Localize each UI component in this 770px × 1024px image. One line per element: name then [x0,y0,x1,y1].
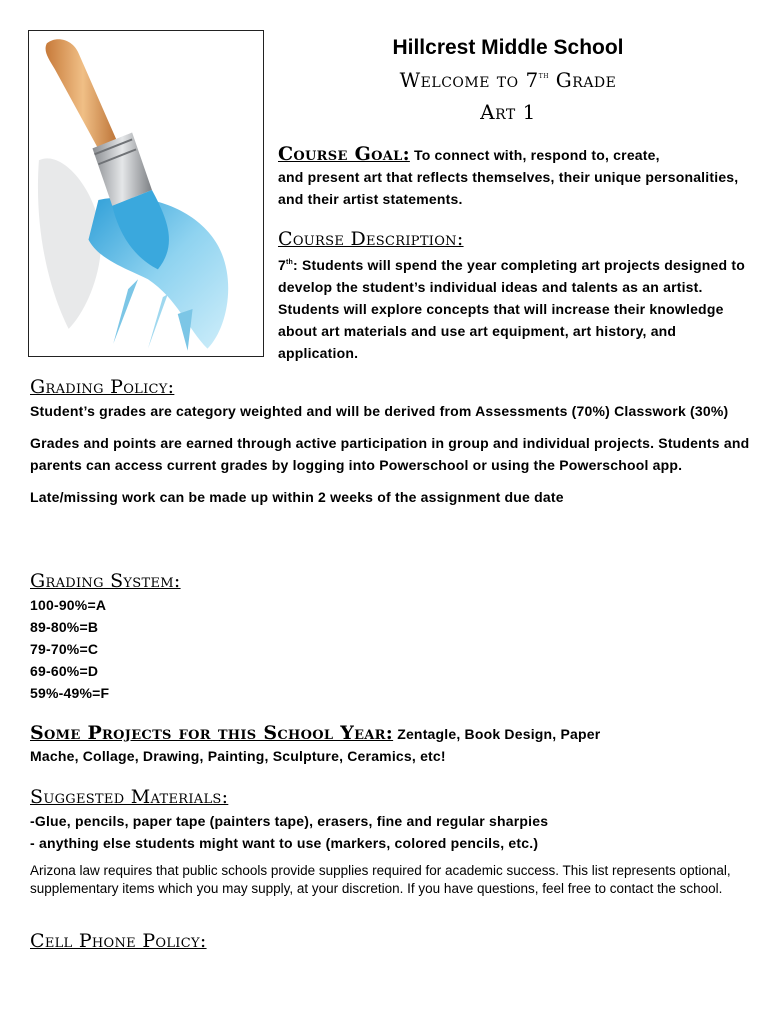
grade-scale-a: 100-90%=A [30,597,107,613]
projects-text: Mache, Collage, Drawing, Painting, Sculpture, Ceramics, etc! [30,748,446,764]
grading-policy-weights: Student’s grades are category weighted and will be derived from Assessments (70%) Classwork (30%) [30,403,729,419]
cell-phone-section [30,930,750,952]
materials-line-1: -Glue, pencils, paper tape (painters tape), erasers, fine and regular sharpies [30,813,549,829]
course-goal-text-first: To connect with, respond to, create, [409,147,660,163]
materials-heading: Suggested Materials: [30,786,229,808]
grading-policy-participation: Grades and points are earned through active participation in group and individual projects. Students and parents can access current grades by logging into Powerschool or using the Powerschool app. [30,435,750,473]
grading-policy-heading: Grading Policy: [30,376,175,398]
projects-section [30,722,750,767]
grade-scale-d: 69-60%=D [30,663,99,679]
grade-scale-c: 79-70%=C [30,641,99,657]
course-description-text: 7th: Students will spend the year completing art projects designed to develop the student’s individual ideas and talents as an artist. Students will explore concepts that will increase their knowledge about art materials and use art equipment, art history, and application. [278,257,745,361]
materials-section [30,786,750,898]
course-name: Art 1 [480,100,536,124]
grade-scale-b: 89-80%=B [30,619,99,635]
course-goal-text: and present art that reflects themselves, their unique personalities, and their artist statements. [278,169,739,207]
cell-phone-heading: Cell Phone Policy: [30,930,207,952]
materials-line-2: - anything else students might want to use (markers, colored pencils, etc.) [30,835,539,851]
grading-policy-late-work: Late/missing work can be made up within 2 weeks of the assignment due date [30,489,564,505]
projects-text-first: Zentagle, Book Design, Paper [393,726,601,742]
course-description-heading: Course Description: [278,228,464,250]
materials-note: Arizona law requires that public schools provide supplies required for academic success. This list represents optional, supplementary items which you may supply, at your discretion. If you have questions, feel free to contact the school. [30,863,731,896]
school-title: Hillcrest Middle School [392,36,624,59]
welcome-heading: Welcome to 7th Grade [399,68,617,92]
course-description-section [278,228,748,364]
grade-scale-f: 59%-49%=F [30,685,110,701]
paintbrush-icon [29,31,263,356]
projects-heading: Some Projects for this School Year: [30,722,394,744]
paintbrush-illustration [28,30,264,357]
course-goal-section [278,143,748,210]
course-goal-heading: Course Goal: [278,143,410,165]
grading-system-heading: Grading System: [30,570,181,592]
grading-system-section [30,570,750,704]
grading-policy-section [30,376,750,508]
